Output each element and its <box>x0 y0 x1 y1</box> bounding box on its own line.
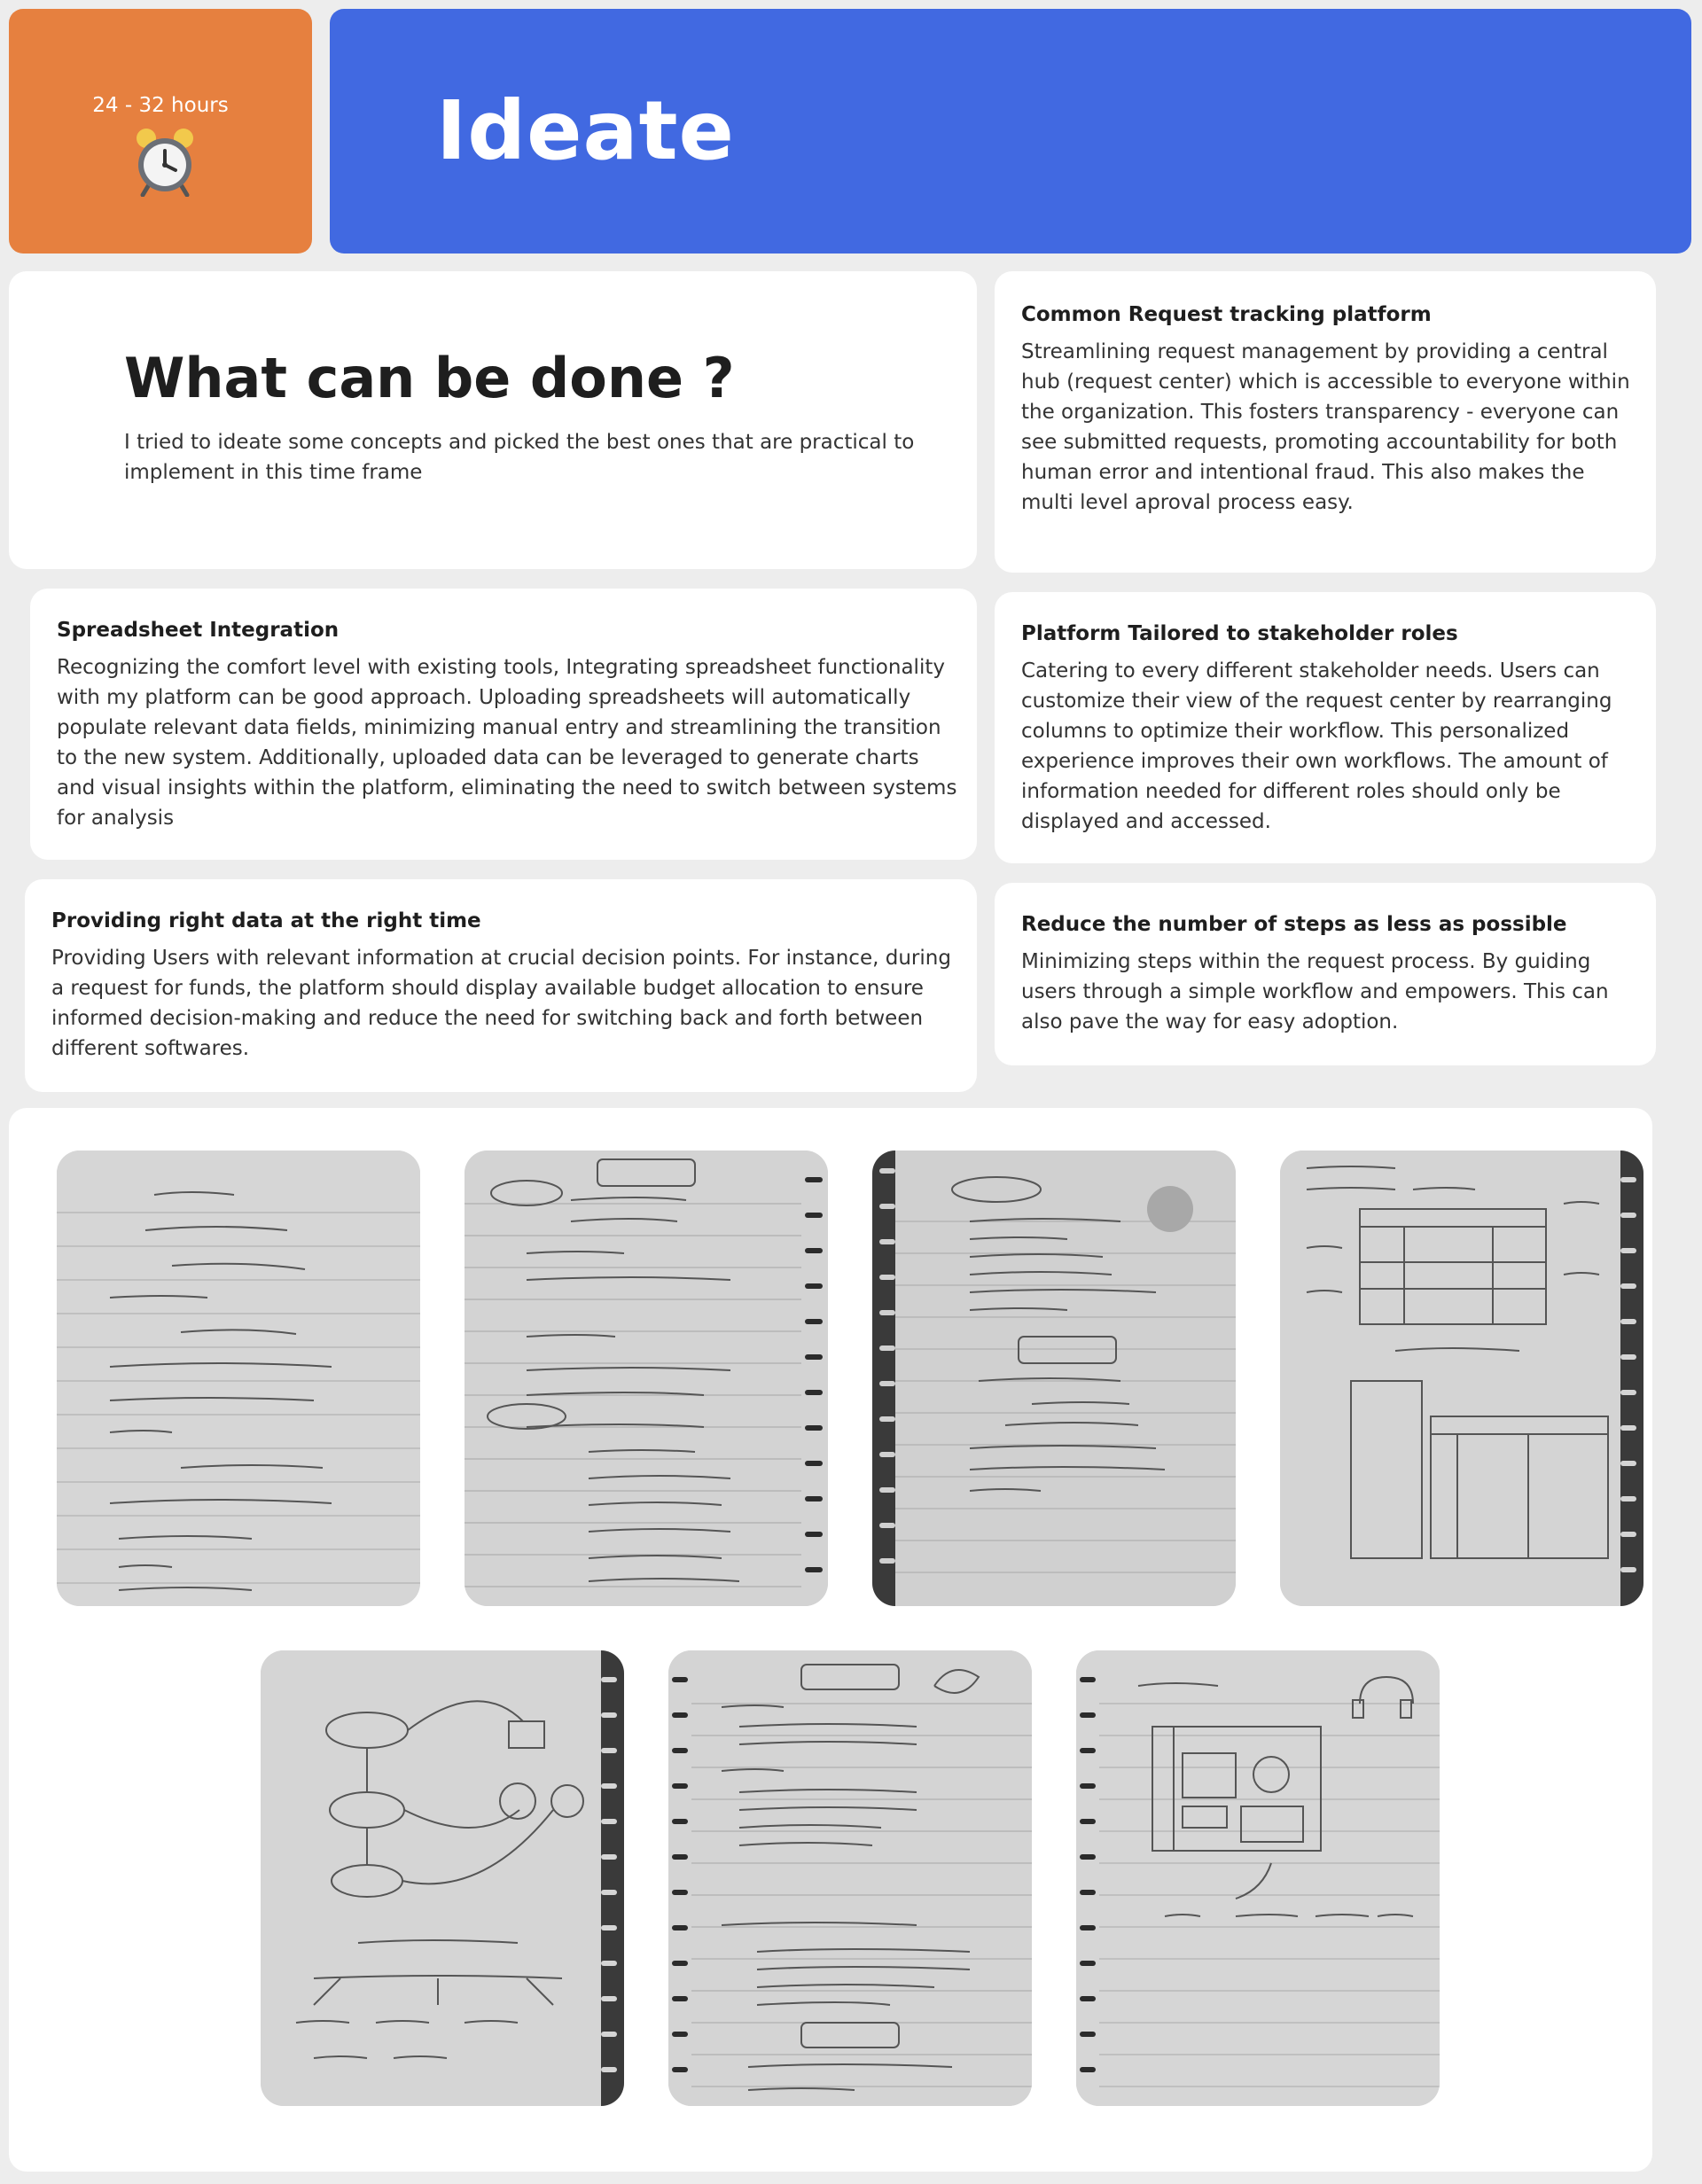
notebook-sketch-icon <box>872 1150 1236 1606</box>
sketch-photo <box>872 1150 1236 1606</box>
idea-card-right-data <box>25 879 977 1092</box>
notebook-sketch-icon <box>668 1650 1032 2106</box>
sketch-photo <box>668 1650 1032 2106</box>
idea-card-reduce-steps <box>995 883 1656 1065</box>
title-banner <box>330 9 1691 254</box>
sketch-photo <box>261 1650 624 2106</box>
alarm-clock-icon <box>134 126 196 197</box>
idea-text: Providing Users with relevant information at crucial decision points. For instance, during a request for funds, the platform should display available budget allocation to ensure informed decision-making and reduce the need for switching back and forth between different softwares. <box>51 947 951 1060</box>
sketch-photo <box>1280 1150 1643 1606</box>
notebook-sketch-icon <box>261 1650 624 2106</box>
sketch-photo <box>465 1150 828 1606</box>
idea-text: Recognizing the comfort level with existing tools, Integrating spreadsheet functionality with my platform can be good approach. Uploading spreadsheets will automatically populate relevant data fields, minimizing manual entry and streamlining the transition to the new system. Additionally, uploaded data can be leveraged to generate charts and visual insights within the platform, eliminating the need to switch between systems for analysis <box>57 656 957 830</box>
notebook-sketch-icon <box>1076 1650 1440 2106</box>
idea-title: Providing right data at the right time <box>51 909 481 932</box>
idea-card-stakeholder-roles <box>995 592 1656 863</box>
sketch-photo <box>57 1150 420 1606</box>
idea-text: Catering to every different stakeholder needs. Users can customize their view of the request center by rearranging columns to optimize their workflow. This personalized experience improves their own workflows. The amount of information needed for different roles should only be displayed and accessed. <box>1021 659 1612 833</box>
notebook-sketch-icon <box>1280 1150 1643 1606</box>
duration-label: 24 - 32 hours <box>92 94 229 117</box>
idea-text: Streamlining request management by providing a central hub (request center) which is accessible to everyone within the organization. This fosters transparency - everyone can see submitted requests, promoting accountability for both human error and intentional fraud. This also makes the multi level aproval process easy. <box>1021 340 1630 514</box>
idea-card-request-tracking <box>995 271 1656 573</box>
page-title: Ideate <box>436 83 735 178</box>
notebook-sketch-icon <box>57 1150 420 1606</box>
notebook-sketch-icon <box>465 1150 828 1606</box>
sketch-photo <box>1076 1650 1440 2106</box>
idea-title: Platform Tailored to stakeholder roles <box>1021 622 1458 645</box>
idea-text: Minimizing steps within the request process. By guiding users through a simple workflow and empowers. This can also pave the way for easy adoption. <box>1021 950 1609 1034</box>
intro-title: What can be done ? <box>124 346 735 410</box>
duration-card <box>9 9 312 254</box>
idea-card-spreadsheet <box>30 589 977 860</box>
intro-card <box>9 271 977 569</box>
intro-text: I tried to ideate some concepts and picked the best ones that are practical to implement in this time frame <box>124 431 915 484</box>
idea-title: Spreadsheet Integration <box>57 619 340 642</box>
idea-title: Reduce the number of steps as less as possible <box>1021 913 1567 936</box>
idea-title: Common Request tracking platform <box>1021 303 1432 326</box>
sketch-gallery <box>9 1108 1652 2172</box>
